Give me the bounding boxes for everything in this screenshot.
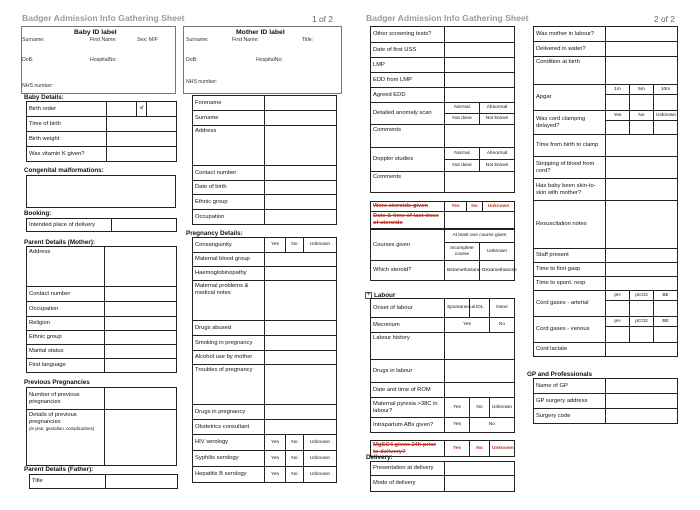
drugs-labour-label: Drugs in labour — [371, 360, 445, 383]
troubles-label: Troubles of pregnancy — [193, 365, 265, 405]
apgar-1m: 1m — [606, 85, 630, 95]
first-uss-label: Date of first USS — [371, 43, 445, 58]
apgar-10m-field[interactable] — [654, 95, 678, 111]
onset-iol[interactable]: IOL — [470, 299, 490, 318]
arterial-be-field[interactable] — [654, 301, 678, 317]
gp-name-field[interactable] — [606, 379, 678, 394]
hiv-unknown[interactable]: Unknown — [304, 435, 337, 451]
previous-pregnancies-heading: Previous Pregnancies — [24, 379, 90, 386]
drugs-abused-field[interactable] — [265, 321, 337, 336]
steroids-table — [370, 201, 515, 229]
mother-dob-label: DoB: — [186, 57, 198, 63]
place-of-delivery-field[interactable] — [112, 219, 177, 232]
mother-religion-field[interactable] — [105, 317, 177, 331]
other-tests-field[interactable] — [445, 27, 515, 43]
labour-table — [370, 298, 515, 433]
birth-weight-field[interactable] — [107, 132, 177, 147]
staff-field[interactable] — [606, 249, 678, 263]
obstetrics-field[interactable] — [265, 420, 337, 435]
previous-details-text: Details of previous pregnancies — [29, 412, 77, 425]
previous-number-field[interactable] — [105, 388, 177, 410]
mother-surname-field[interactable] — [265, 111, 337, 126]
mother-address-label2: Address — [193, 126, 265, 166]
doppler-not-done[interactable]: Not done — [445, 160, 480, 172]
pyrexia-no[interactable]: No — [470, 398, 490, 418]
mother-contact-field2[interactable] — [265, 166, 337, 181]
page1-title: Badger Admission Info Gathering Sheet — [22, 13, 185, 23]
previous-pregnancies-table — [26, 387, 177, 466]
mother-forename-field[interactable] — [265, 96, 337, 111]
skin-field[interactable] — [606, 179, 678, 201]
alcohol-field[interactable] — [265, 351, 337, 365]
mother-dob-label2: Date of birth — [193, 181, 265, 195]
hepb-yes[interactable]: Yes — [265, 467, 286, 483]
previous-number-label: Number of previous pregnancies — [27, 388, 105, 410]
syphilis-unknown[interactable]: Unknown — [304, 451, 337, 467]
spont-resp-label: Time to spont. resp — [534, 277, 606, 291]
baby-sex-label: Sex: M/F — [137, 37, 158, 43]
condition-field[interactable] — [606, 57, 678, 85]
move-handle-icon[interactable]: + — [366, 292, 371, 298]
haemoglobinopathy-field[interactable] — [265, 267, 337, 281]
consanguinity-yes[interactable]: Yes — [265, 238, 286, 253]
pyrexia-label: Maternal pyrexia >38C in labour? — [371, 398, 445, 418]
vitamin-k-field[interactable] — [107, 147, 177, 162]
agreed-edd-label: Agreed EDD — [371, 88, 445, 103]
mother-ethnic-label2: Ethnic group — [193, 195, 265, 210]
previous-details-field[interactable] — [105, 410, 177, 466]
baby-id-title: Baby ID label — [74, 29, 117, 36]
obstetrics-label: Obstetrics consultant — [193, 420, 265, 435]
mother-occupation-label2: Occupation — [193, 210, 265, 225]
drugs-pregnancy-label: Drugs in pregnancy — [193, 405, 265, 420]
gases-venous-label: Cord gases - venous — [534, 317, 606, 343]
incomplete-course-option[interactable]: Incomplete course — [445, 243, 480, 261]
hiv-label: HIV serology — [193, 435, 265, 451]
abx-yes[interactable]: Yes — [445, 418, 470, 433]
baby-id-label-box — [21, 26, 176, 94]
labour-history-label: Labour history — [371, 333, 445, 360]
doppler-abnormal[interactable]: Abnormal — [480, 148, 515, 160]
troubles-field[interactable] — [265, 365, 337, 405]
mother-nhs-label: NHS number: — [186, 79, 218, 85]
gp-code-field[interactable] — [606, 409, 678, 424]
of-label: of — [137, 102, 147, 117]
onset-none[interactable]: None — [490, 299, 515, 318]
mother-id-label-box — [183, 26, 342, 94]
blood-group-field[interactable] — [265, 253, 337, 267]
mother-contact-label2: Contact number — [193, 166, 265, 181]
clamping-yes[interactable]: Yes — [606, 111, 630, 121]
presentation-label: Presentation at delivery — [371, 462, 445, 476]
edd-lmp-field[interactable] — [445, 73, 515, 88]
mother-ethnic-field[interactable] — [105, 331, 177, 345]
apgar-5m-field[interactable] — [630, 95, 654, 111]
mother-forename-label: Forename — [193, 96, 265, 111]
blood-group-label: Maternal blood group — [193, 253, 265, 267]
time-of-birth-label: Time of birth — [27, 117, 107, 132]
onset-label: Onset of labour — [371, 299, 445, 318]
hepb-unknown[interactable]: Unknown — [304, 467, 337, 483]
which-steroid-label: Which steroid? — [371, 261, 445, 281]
delivery-table — [370, 461, 515, 492]
parent-mother-table — [26, 246, 177, 373]
venous-ph-field[interactable] — [606, 327, 630, 343]
abx-label: Intrapartum ABx given? — [371, 418, 445, 433]
venous-ph: pH — [606, 317, 630, 327]
anomaly-scan-label: Detailed anomaly scan — [371, 103, 445, 125]
skin-label: Has baby been skin-to-skin with mother? — [534, 179, 606, 201]
meconium-no[interactable]: No — [490, 318, 515, 333]
presentation-field[interactable] — [445, 462, 515, 476]
gp-address-label: GP surgery address — [534, 394, 606, 409]
mother-ethnic-field2[interactable] — [265, 195, 337, 210]
mother-occupation-field[interactable] — [105, 302, 177, 317]
gp-heading: GP and Professionals — [527, 371, 592, 378]
page2-number: 2 of 2 — [654, 14, 675, 24]
syphilis-no[interactable]: No — [286, 451, 304, 467]
mother-language-label: First language — [27, 359, 105, 373]
onset-spontaneous[interactable]: Spontaneous — [445, 299, 470, 318]
drugs-labour-field[interactable] — [445, 360, 515, 383]
condition-label: Condition at birth — [534, 57, 606, 85]
doppler-normal[interactable]: Normal — [445, 148, 480, 160]
drugs-pregnancy-field[interactable] — [265, 405, 337, 420]
venous-be-field[interactable] — [654, 327, 678, 343]
smoking-label: Smoking in pregnancy — [193, 336, 265, 351]
lactate-label: Cord lactate — [534, 343, 606, 357]
other-tests-label: Other screening tests? — [371, 27, 445, 43]
parent-mother-heading: Parent Details (Mother): — [24, 239, 96, 246]
mother-details-table — [192, 95, 337, 225]
hepb-no[interactable]: No — [286, 467, 304, 483]
mother-labour-label: Was mother in labour? — [534, 27, 606, 42]
consanguinity-no[interactable]: No — [286, 238, 304, 253]
hiv-no[interactable]: No — [286, 435, 304, 451]
mgso4-yes[interactable]: Yes — [445, 441, 470, 457]
page2-title: Badger Admission Info Gathering Sheet — [366, 13, 529, 23]
maternal-problems-label: Maternal problems & medical notes — [193, 281, 265, 321]
baby-hospitalno-label: HospitalNo: — [90, 57, 117, 63]
delivered-water-label: Delivered in water? — [534, 42, 606, 57]
steroids-date-field[interactable] — [445, 212, 515, 229]
parent-father-table — [29, 474, 178, 489]
clamping-unknown[interactable]: Unknown — [654, 111, 678, 121]
apgar-label: Apgar — [534, 85, 606, 111]
birth-order-of-field[interactable] — [147, 102, 177, 117]
gp-address-field[interactable] — [606, 394, 678, 409]
baby-details-table — [26, 101, 177, 162]
abx-no[interactable]: No — [470, 418, 515, 433]
mother-hospitalno-label: HospitalNo: — [256, 57, 283, 63]
haemoglobinopathy-label: Haemoglobinopathy — [193, 267, 265, 281]
meconium-label: Meconium — [371, 318, 445, 333]
staff-label: Staff present — [534, 249, 606, 263]
clamping-yes-field[interactable] — [606, 121, 630, 135]
arterial-pco2: pCO2 — [630, 291, 654, 301]
mother-religion-label: Religion — [27, 317, 105, 331]
birth-order-label: Birth order — [27, 102, 107, 117]
father-title-field[interactable] — [106, 475, 178, 489]
spont-resp-field[interactable] — [606, 277, 678, 291]
agreed-edd-field[interactable] — [445, 88, 515, 103]
apgar-5m: 5m — [630, 85, 654, 95]
mode-label: Mode of delivery — [371, 476, 445, 492]
baby-surname-label: Surname: — [22, 37, 45, 43]
place-of-delivery-label: Intended place of delivery — [27, 219, 112, 232]
pyrexia-yes[interactable]: Yes — [445, 398, 470, 418]
stripping-field[interactable] — [606, 157, 678, 179]
mgso4-no[interactable]: No — [470, 441, 490, 457]
mother-contact-field[interactable] — [105, 287, 177, 302]
time-clamp-field[interactable] — [606, 135, 678, 157]
lmp-label: LMP — [371, 58, 445, 73]
birth-order-field[interactable] — [107, 102, 137, 117]
rom-field[interactable] — [445, 383, 515, 398]
steroids-given-label: Were steroids given — [371, 202, 445, 212]
syphilis-label: Syphilis serology — [193, 451, 265, 467]
mgso4-unknown[interactable]: Unknown — [490, 441, 515, 457]
arterial-ph: pH — [606, 291, 630, 301]
booking-table — [26, 218, 177, 232]
comments2-label: Comments — [371, 172, 445, 193]
anomaly-normal[interactable]: Normal — [445, 103, 480, 114]
first-gasp-label: Time to first gasp — [534, 263, 606, 277]
congenital-heading: Congenital malformations: — [24, 167, 104, 174]
baby-nhs-label: NHS number: — [22, 83, 54, 89]
consanguinity-unknown[interactable]: Unknown — [304, 238, 337, 253]
mother-language-field[interactable] — [105, 359, 177, 373]
birth-table — [533, 26, 678, 357]
comments-label: Comments — [371, 125, 445, 148]
gp-name-label: Name of GP — [534, 379, 606, 394]
mgso4-label: MgSO4 given 24h prior to delivery? — [371, 441, 445, 457]
mother-contact-label: Contact number — [27, 287, 105, 302]
apgar-10m: 10m — [654, 85, 678, 95]
booking-heading: Booking: — [24, 210, 52, 217]
steroids-yes[interactable]: Yes — [445, 202, 467, 212]
clamping-label: Was cord clamping delayed? — [534, 111, 606, 135]
pregnancy-heading: Pregnancy Details: — [186, 230, 243, 237]
gp-table — [533, 378, 678, 424]
apgar-1m-field[interactable] — [606, 95, 630, 111]
previous-details-note: (ie year, gestation, complications) — [29, 426, 95, 432]
resus-field[interactable] — [606, 201, 678, 249]
smoking-field[interactable] — [265, 336, 337, 351]
anomaly-not-done[interactable]: Not done — [445, 114, 480, 125]
delivery-heading: Delivery: — [366, 454, 393, 461]
hepb-label: Hepatitis B serology — [193, 467, 265, 483]
mother-dob-field2[interactable] — [265, 181, 337, 195]
gp-code-label: Surgery code — [534, 409, 606, 424]
labour-heading: Labour — [374, 292, 396, 299]
steroids-no[interactable]: No — [467, 202, 483, 212]
clamping-no[interactable]: No — [630, 111, 654, 121]
time-clamp-label: Time from birth to clamp — [534, 135, 606, 157]
mother-ethnic-label: Ethnic group — [27, 331, 105, 345]
dexamethasone-option[interactable]: Dexamethasone — [480, 261, 515, 281]
mother-surname-label2: Surname — [193, 111, 265, 126]
drugs-abused-label: Drugs abused — [193, 321, 265, 336]
steroids-date-label: Date & time of last dose of steroids — [371, 212, 445, 229]
arterial-be: BE — [654, 291, 678, 301]
page1-number: 1 of 2 — [312, 14, 333, 24]
doppler-not-known[interactable]: Not known — [480, 160, 515, 172]
arterial-pco2-field[interactable] — [630, 301, 654, 317]
mother-occupation-label: Occupation — [27, 302, 105, 317]
betamethasone-option[interactable]: Betamethasone — [445, 261, 480, 281]
clamping-unknown-field[interactable] — [654, 121, 678, 135]
edd-lmp-label: EDD from LMP — [371, 73, 445, 88]
mother-title-label: Title: — [302, 37, 314, 43]
anomaly-not-known[interactable]: Not known — [480, 114, 515, 125]
venous-be: BE — [654, 317, 678, 327]
mother-address-field[interactable] — [105, 247, 177, 287]
steroid-courses-table — [370, 229, 515, 281]
first-gasp-field[interactable] — [606, 263, 678, 277]
courses-label: Courses given — [371, 230, 445, 261]
rom-label: Date and time of ROM — [371, 383, 445, 398]
baby-dob-label: DoB: — [22, 57, 34, 63]
pyrexia-unknown[interactable]: Unknown — [490, 398, 515, 418]
venous-pco2: pCO2 — [630, 317, 654, 327]
lmp-field[interactable] — [445, 58, 515, 73]
lactate-field[interactable] — [606, 343, 678, 357]
arterial-ph-field[interactable] — [606, 301, 630, 317]
comments2-field[interactable] — [445, 172, 515, 193]
steroids-unknown[interactable]: Unknown — [483, 202, 515, 212]
mother-firstname-label: First Name: — [232, 37, 259, 43]
meconium-yes[interactable]: Yes — [445, 318, 490, 333]
birth-weight-label: Birth weight — [27, 132, 107, 147]
mother-address-label: Address — [27, 247, 105, 287]
maternal-problems-field[interactable] — [265, 281, 337, 321]
labour-history-field[interactable] — [445, 333, 515, 360]
screening-table — [370, 26, 515, 193]
vitamin-k-label: Was vitamin K given? — [27, 147, 107, 162]
resus-label: Resuscitation notes — [534, 201, 606, 249]
previous-details-label — [27, 410, 105, 466]
congenital-table — [26, 175, 176, 208]
mother-marital-label: Marital status — [27, 345, 105, 359]
venous-pco2-field[interactable] — [630, 327, 654, 343]
anomaly-abnormal[interactable]: Abnormal — [480, 103, 515, 114]
mode-field[interactable] — [445, 476, 515, 492]
doppler-label: Doppler studies — [371, 148, 445, 172]
consanguinity-label: Consanguinity — [193, 238, 265, 253]
congenital-field[interactable] — [27, 176, 176, 208]
mother-id-title: Mother ID label — [236, 29, 285, 36]
mother-occupation-field2[interactable] — [265, 210, 337, 225]
mother-labour-field[interactable] — [606, 27, 678, 42]
hiv-yes[interactable]: Yes — [265, 435, 286, 451]
baby-firstname-label: First Name: — [90, 37, 117, 43]
baby-details-heading: Baby Details: — [24, 94, 64, 101]
alcohol-label: Alcohol use by mother — [193, 351, 265, 365]
mother-surname-label: Surname: — [186, 37, 209, 43]
time-of-birth-field[interactable] — [107, 117, 177, 132]
parent-father-heading: Parent Details (Father): — [24, 466, 94, 473]
gases-arterial-label: Cord gases - arterial — [534, 291, 606, 317]
syphilis-yes[interactable]: Yes — [265, 451, 286, 467]
mother-marital-field[interactable] — [105, 345, 177, 359]
father-title-label: Title — [30, 475, 106, 489]
courses-unknown-option[interactable]: Unknown — [480, 243, 515, 261]
stripping-label: Stripping of blood from cord? — [534, 157, 606, 179]
delivered-water-field[interactable] — [606, 42, 678, 57]
one-course-option[interactable]: At least one course given — [445, 230, 515, 243]
comments-field[interactable] — [445, 125, 515, 148]
pregnancy-table — [192, 237, 337, 483]
clamping-no-field[interactable] — [630, 121, 654, 135]
first-uss-field[interactable] — [445, 43, 515, 58]
mother-address-field2[interactable] — [265, 126, 337, 166]
